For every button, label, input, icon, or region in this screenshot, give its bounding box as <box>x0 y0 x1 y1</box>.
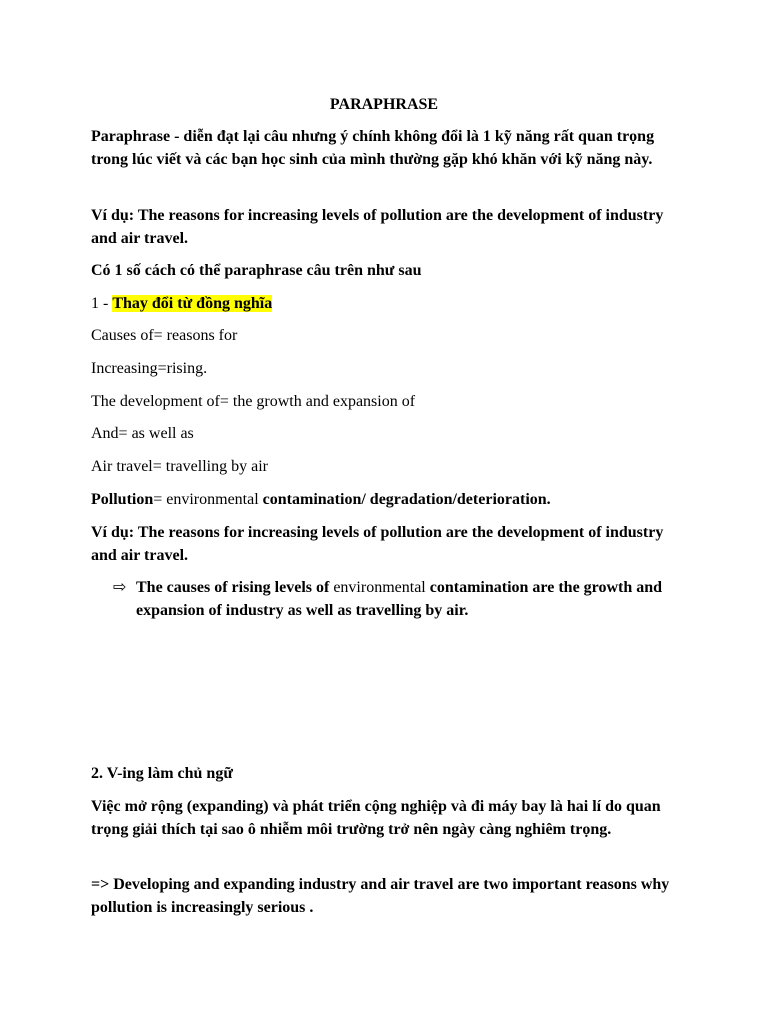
example-sentence-1: Ví dụ: The reasons for increasing levels of pollution are the development of industry and air travel. <box>91 207 664 247</box>
synonym-item: Increasing=rising. <box>91 360 208 377</box>
method-2-heading: 2. V-ing làm chủ ngữ <box>91 765 233 782</box>
example-sentence-2: Ví dụ: The reasons for increasing levels of pollution are the development of industry and air travel. <box>91 524 664 564</box>
pollution-eq: = environmental <box>153 491 263 508</box>
result-part-2: environmental <box>333 579 426 596</box>
intro-paragraph: Paraphrase - diễn đạt lại câu nhưng ý chính không đổi là 1 kỹ năng rất quan trọng trong lúc viết và các bạn học sinh của mình thường gặp khó khăn với kỹ năng này. <box>91 128 655 168</box>
paraphrase-result-text <box>136 576 673 622</box>
synonym-item: Air travel= travelling by air <box>91 458 268 475</box>
paraphrase-result <box>113 576 673 622</box>
pollution-synonyms <box>91 488 691 511</box>
synonym-item: Causes of= reasons for <box>91 327 238 344</box>
pollution-term: Pollution <box>91 491 154 508</box>
ways-intro: Có 1 số cách có thể paraphrase câu trên như sau <box>91 262 422 279</box>
method-1-heading <box>91 292 691 315</box>
method-1-title: Thay đổi từ đồng nghĩa <box>112 295 273 312</box>
page-title: PARAPHRASE <box>329 96 439 113</box>
arrow-right-icon: ⇨ <box>113 579 127 596</box>
pollution-rest: contamination/ degradation/deterioration. <box>262 491 551 508</box>
method-1-number: 1 - <box>91 295 113 312</box>
method-2-vietnamese: Việc mở rộng (expanding) và phát triển cộng nghiệp và đi máy bay là hai lí do quan trọng giải thích tại sao ô nhiễm môi trường trở nên ngày càng nghiêm trọng. <box>91 798 661 838</box>
synonym-item: And= as well as <box>91 425 194 442</box>
synonym-item: The development of= the growth and expansion of <box>91 393 416 410</box>
result-part-3: contamination are the growth and expansion of industry as well as travelling by air. <box>136 579 663 619</box>
method-2-english: => Developing and expanding industry and air travel are two important reasons why pollution is increasingly serious . <box>91 876 670 916</box>
result-part-1: The causes of rising levels of <box>136 579 334 596</box>
